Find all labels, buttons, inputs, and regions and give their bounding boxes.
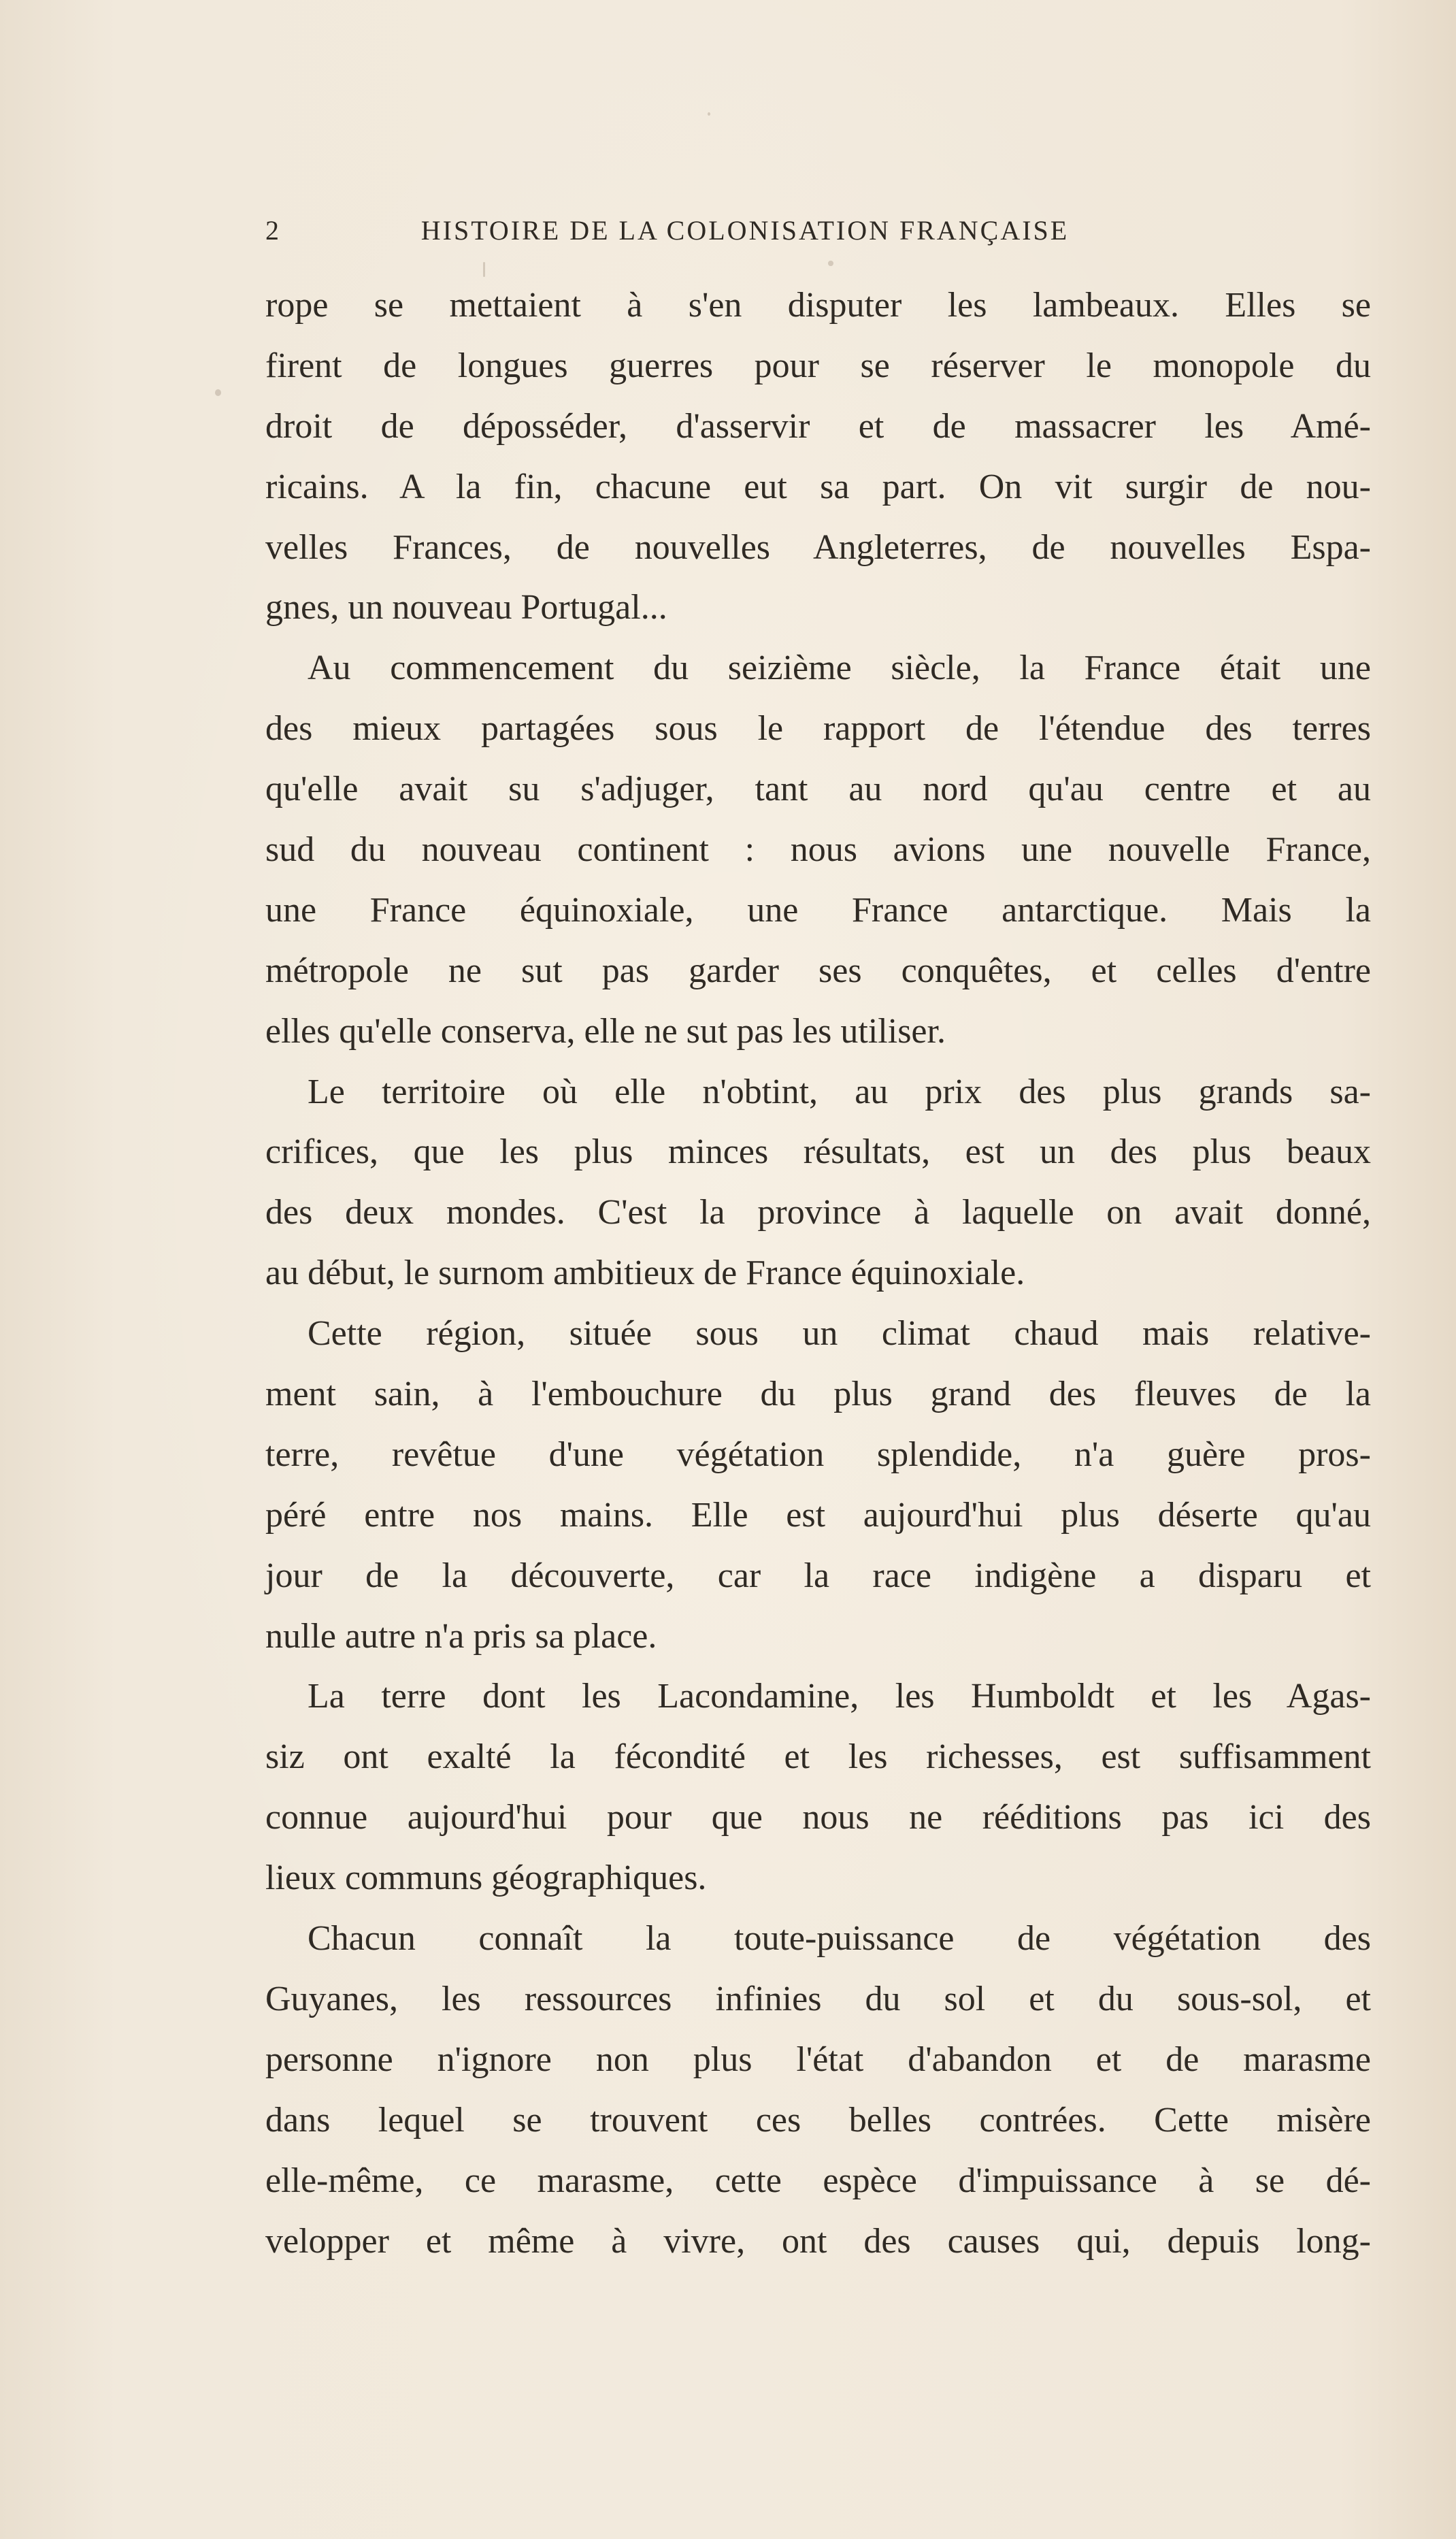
text-line: elles qu'elle conserva, elle ne sut pas les utiliser. (265, 1011, 946, 1051)
text-line: elle-même, ce marasme, cette espèce d'impuissance à se dé- (265, 2161, 1371, 2200)
text-line: gnes, un nouveau Portugal... (265, 588, 667, 627)
paper-spot (828, 261, 833, 266)
text-line: dans lequel se trouvent ces belles contrées. Cette misère (265, 2100, 1371, 2140)
paper-spot (708, 112, 710, 116)
text-line: au début, le surnom ambitieux de France équinoxiale. (265, 1254, 1025, 1293)
text-line: nulle autre n'a pris sa place. (265, 1616, 657, 1656)
running-head (265, 214, 1197, 255)
text-line: jour de la découverte, car la race indigène a disparu et (265, 1556, 1371, 1595)
text-line: droit de déposséder, d'asservir et de massacrer les Amé- (265, 406, 1371, 446)
text-line: connue aujourd'hui pour que nous ne rééditions pas ici des (265, 1798, 1371, 1837)
text-line: Au commencement du seizième siècle, la France était une (308, 649, 1371, 688)
text-line: métropole ne sut pas garder ses conquêtes, et celles d'entre (265, 951, 1371, 990)
text-line: des deux mondes. C'est la province à laquelle on avait donné, (265, 1193, 1371, 1232)
page-number: 2 (265, 215, 281, 246)
paper-spot (483, 262, 485, 277)
text-line: Guyanes, les ressources infinies du sol et du sous-sol, et (265, 1979, 1371, 2018)
text-line: La terre dont les Lacondamine, les Humboldt et les Agas- (308, 1677, 1371, 1716)
text-line: rope se mettaient à s'en disputer les lambeaux. Elles se (265, 286, 1371, 325)
text-line: Chacun connaît la toute-puissance de végétation des (308, 1919, 1371, 1959)
text-line: siz ont exalté la fécondité et les richesses, est suffisamment (265, 1737, 1371, 1777)
text-line: une France équinoxiale, une France antarctique. Mais la (265, 890, 1371, 930)
text-line: ment sain, à l'embouchure du plus grand des fleuves de la (265, 1375, 1371, 1414)
text-line: sud du nouveau continent : nous avions une nouvelle France, (265, 830, 1371, 870)
text-line: crifices, que les plus minces résultats, est un des plus beaux (265, 1132, 1371, 1172)
text-line: ricains. A la fin, chacune eut sa part. On vit surgir de nou- (265, 467, 1371, 506)
text-line: Cette région, située sous un climat chaud mais relative- (308, 1314, 1371, 1354)
text-line: lieux communs géographiques. (265, 1858, 707, 1898)
text-line: velles Frances, de nouvelles Angleterres, de nouvelles Espa- (265, 527, 1371, 567)
text-line: personne n'ignore non plus l'état d'abandon et de marasme (265, 2040, 1371, 2079)
running-title: HISTOIRE DE LA COLONISATION FRANÇAISE (420, 215, 1070, 246)
text-line: firent de longues guerres pour se réserver le monopole du (265, 346, 1371, 385)
text-line: velopper et même à vivre, ont des causes qui, depuis long- (265, 2221, 1371, 2261)
text-line: terre, revêtue d'une végétation splendide, n'a guère pros- (265, 1435, 1371, 1474)
paper-spot (215, 389, 221, 396)
body-text (265, 276, 1371, 2272)
text-line: Le territoire où elle n'obtint, au prix des plus grands sa- (308, 1072, 1371, 1111)
text-line: qu'elle avait su s'adjuger, tant au nord qu'au centre et au (265, 770, 1371, 809)
text-line: des mieux partagées sous le rapport de l'étendue des terres (265, 709, 1371, 749)
text-line: péré entre nos mains. Elle est aujourd'hui plus déserte qu'au (265, 1495, 1371, 1535)
